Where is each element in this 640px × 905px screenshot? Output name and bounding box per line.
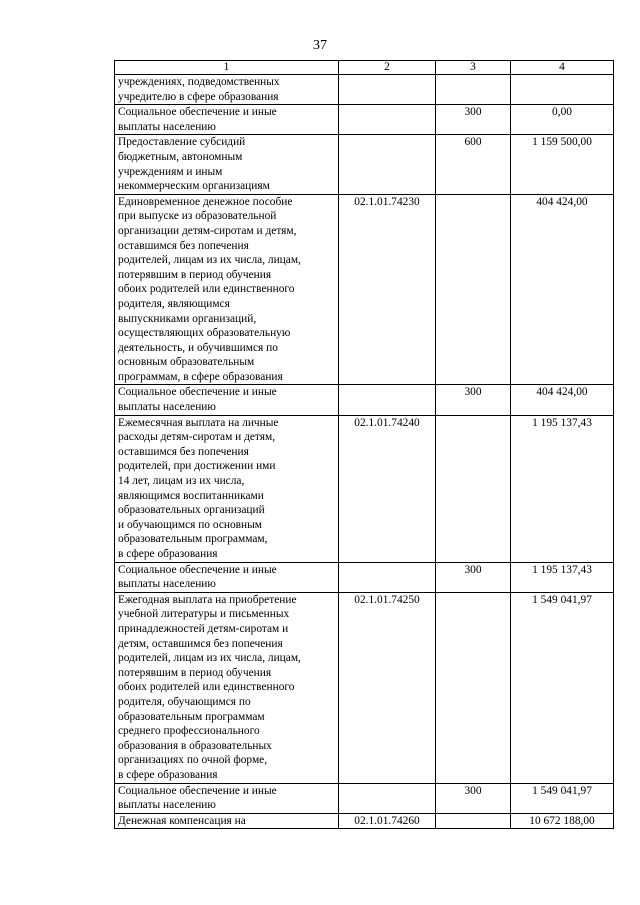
item-name-line: образовательным программам [118,710,265,723]
cell-target-code: 02.1.01.74260 [339,813,436,829]
item-name-line: некоммерческим организациям [118,180,270,193]
cell-item-name [115,105,339,135]
cell-item-name [115,75,339,105]
item-name-line: являющимся воспитанниками [118,489,264,502]
item-name-line: Социальное обеспечение и иные [118,106,277,119]
item-name-line: родителя, обучающимся по [118,695,251,708]
cell-expense-type [436,592,511,783]
item-name-line: 14 лет, лицам из их числа, [118,475,245,488]
cell-item-name [115,135,339,194]
item-name-line: выплаты населению [118,799,216,812]
table-row [115,105,614,135]
item-name-line: осуществляющих образовательную [118,327,291,340]
cell-target-code: 02.1.01.74250 [339,592,436,783]
budget-table [114,60,614,829]
item-name-line: организации детям-сиротам и детям, [118,224,297,237]
item-name-line: учреждениям и иным [118,165,223,178]
item-name-line: образовательных организаций [118,504,265,517]
cell-amount: 10 672 188,00 [511,813,614,829]
item-name-line: в сфере образования [118,768,218,781]
cell-amount: 1 195 137,43 [511,415,614,562]
table-header-row [115,61,614,75]
cell-amount: 404 424,00 [511,385,614,415]
item-name-line: организациях по очной форме, [118,754,268,767]
table-row [115,415,614,562]
cell-item-name [115,592,339,783]
item-name-line: потерявшим в период обучения [118,268,272,281]
item-name-line: выплаты населению [118,401,216,414]
cell-expense-type [436,194,511,385]
item-name-line: родителя, являющимся [118,297,230,310]
item-name-line: образования в образовательных [118,739,272,752]
cell-expense-type: 300 [436,385,511,415]
table-row [115,135,614,194]
cell-expense-type: 300 [436,562,511,592]
item-name-line: учебной литературы и письменных [118,608,290,621]
cell-target-code [339,135,436,194]
column-header-2: 2 [339,61,436,75]
cell-amount [511,75,614,105]
cell-item-name [115,813,339,829]
item-name-line: выплаты населению [118,120,216,133]
cell-target-code: 02.1.01.74240 [339,415,436,562]
cell-item-name [115,562,339,592]
cell-target-code: 02.1.01.74230 [339,194,436,385]
page-number: 37 [313,38,327,53]
item-name-line: учреждениях, подведомственных [118,76,280,88]
budget-table-body [115,61,614,829]
item-name-line: Ежемесячная выплата на личные [118,416,279,429]
cell-item-name [115,194,339,385]
item-name-line: родителей, при достижении ими [118,460,276,473]
item-name-line: Предоставление субсидий [118,136,246,149]
item-name-line: бюджетным, автономным [118,150,243,163]
item-name-line: выплаты населению [118,578,216,591]
column-header-4: 4 [511,61,614,75]
cell-amount: 1 549 041,97 [511,592,614,783]
cell-amount: 1 195 137,43 [511,562,614,592]
table-row [115,783,614,813]
item-name-line: деятельность, и обучившимся по [118,341,278,354]
item-name-line: детям, оставшимся без попечения [118,637,283,650]
item-name-line: образовательным программам, [118,533,268,546]
item-name-line: учредителю в сфере образования [118,90,279,103]
item-name-line: Ежегодная выплата на приобретение [118,593,297,606]
item-name-line: обоих родителей или единственного [118,283,295,296]
cell-item-name [115,385,339,415]
item-name-line: оставшимся без попечения [118,445,249,458]
table-row [115,562,614,592]
cell-target-code [339,562,436,592]
item-name-line: Денежная компенсация на [118,814,246,827]
cell-amount: 404 424,00 [511,194,614,385]
table-row [115,75,614,105]
table-row [115,194,614,385]
item-name-line: программам, в сфере образования [118,370,283,383]
cell-amount: 1 159 500,00 [511,135,614,194]
item-name-line: при выпуске из образовательной [118,210,277,223]
cell-target-code [339,75,436,105]
item-name-line: Единовременное денежное пособие [118,195,293,208]
item-name-line: оставшимся без попечения [118,239,249,252]
cell-expense-type: 300 [436,105,511,135]
table-row [115,592,614,783]
table-row [115,813,614,829]
cell-item-name [115,783,339,813]
cell-target-code [339,385,436,415]
item-name-line: и обучающимся по основным [118,518,263,531]
table-row [115,385,614,415]
item-name-line: в сфере образования [118,548,218,560]
cell-item-name [115,415,339,562]
item-name-line: Социальное обеспечение и иные [118,784,277,797]
item-name-line: родителей, лицам из их числа, лицам, [118,652,301,665]
cell-amount: 0,00 [511,105,614,135]
cell-target-code [339,105,436,135]
item-name-line: основным образовательным [118,356,255,369]
cell-target-code [339,783,436,813]
cell-amount: 1 549 041,97 [511,783,614,813]
item-name-line: среднего профессионального [118,725,260,738]
cell-expense-type [436,813,511,829]
column-header-1: 1 [115,61,339,75]
cell-expense-type: 600 [436,135,511,194]
item-name-line: выпускниками организаций, [118,312,257,325]
item-name-line: расходы детям-сиротам и детям, [118,431,276,444]
item-name-line: Социальное обеспечение и иные [118,386,277,399]
cell-expense-type [436,415,511,562]
item-name-line: Социальное обеспечение и иные [118,563,277,576]
cell-expense-type: 300 [436,783,511,813]
item-name-line: родителей, лицам из их числа, лицам, [118,254,301,267]
item-name-line: принадлежностей детям-сиротам и [118,622,289,635]
item-name-line: потерявшим в период обучения [118,666,272,679]
cell-expense-type [436,75,511,105]
item-name-line: обоих родителей или единственного [118,681,295,694]
column-header-3: 3 [436,61,511,75]
